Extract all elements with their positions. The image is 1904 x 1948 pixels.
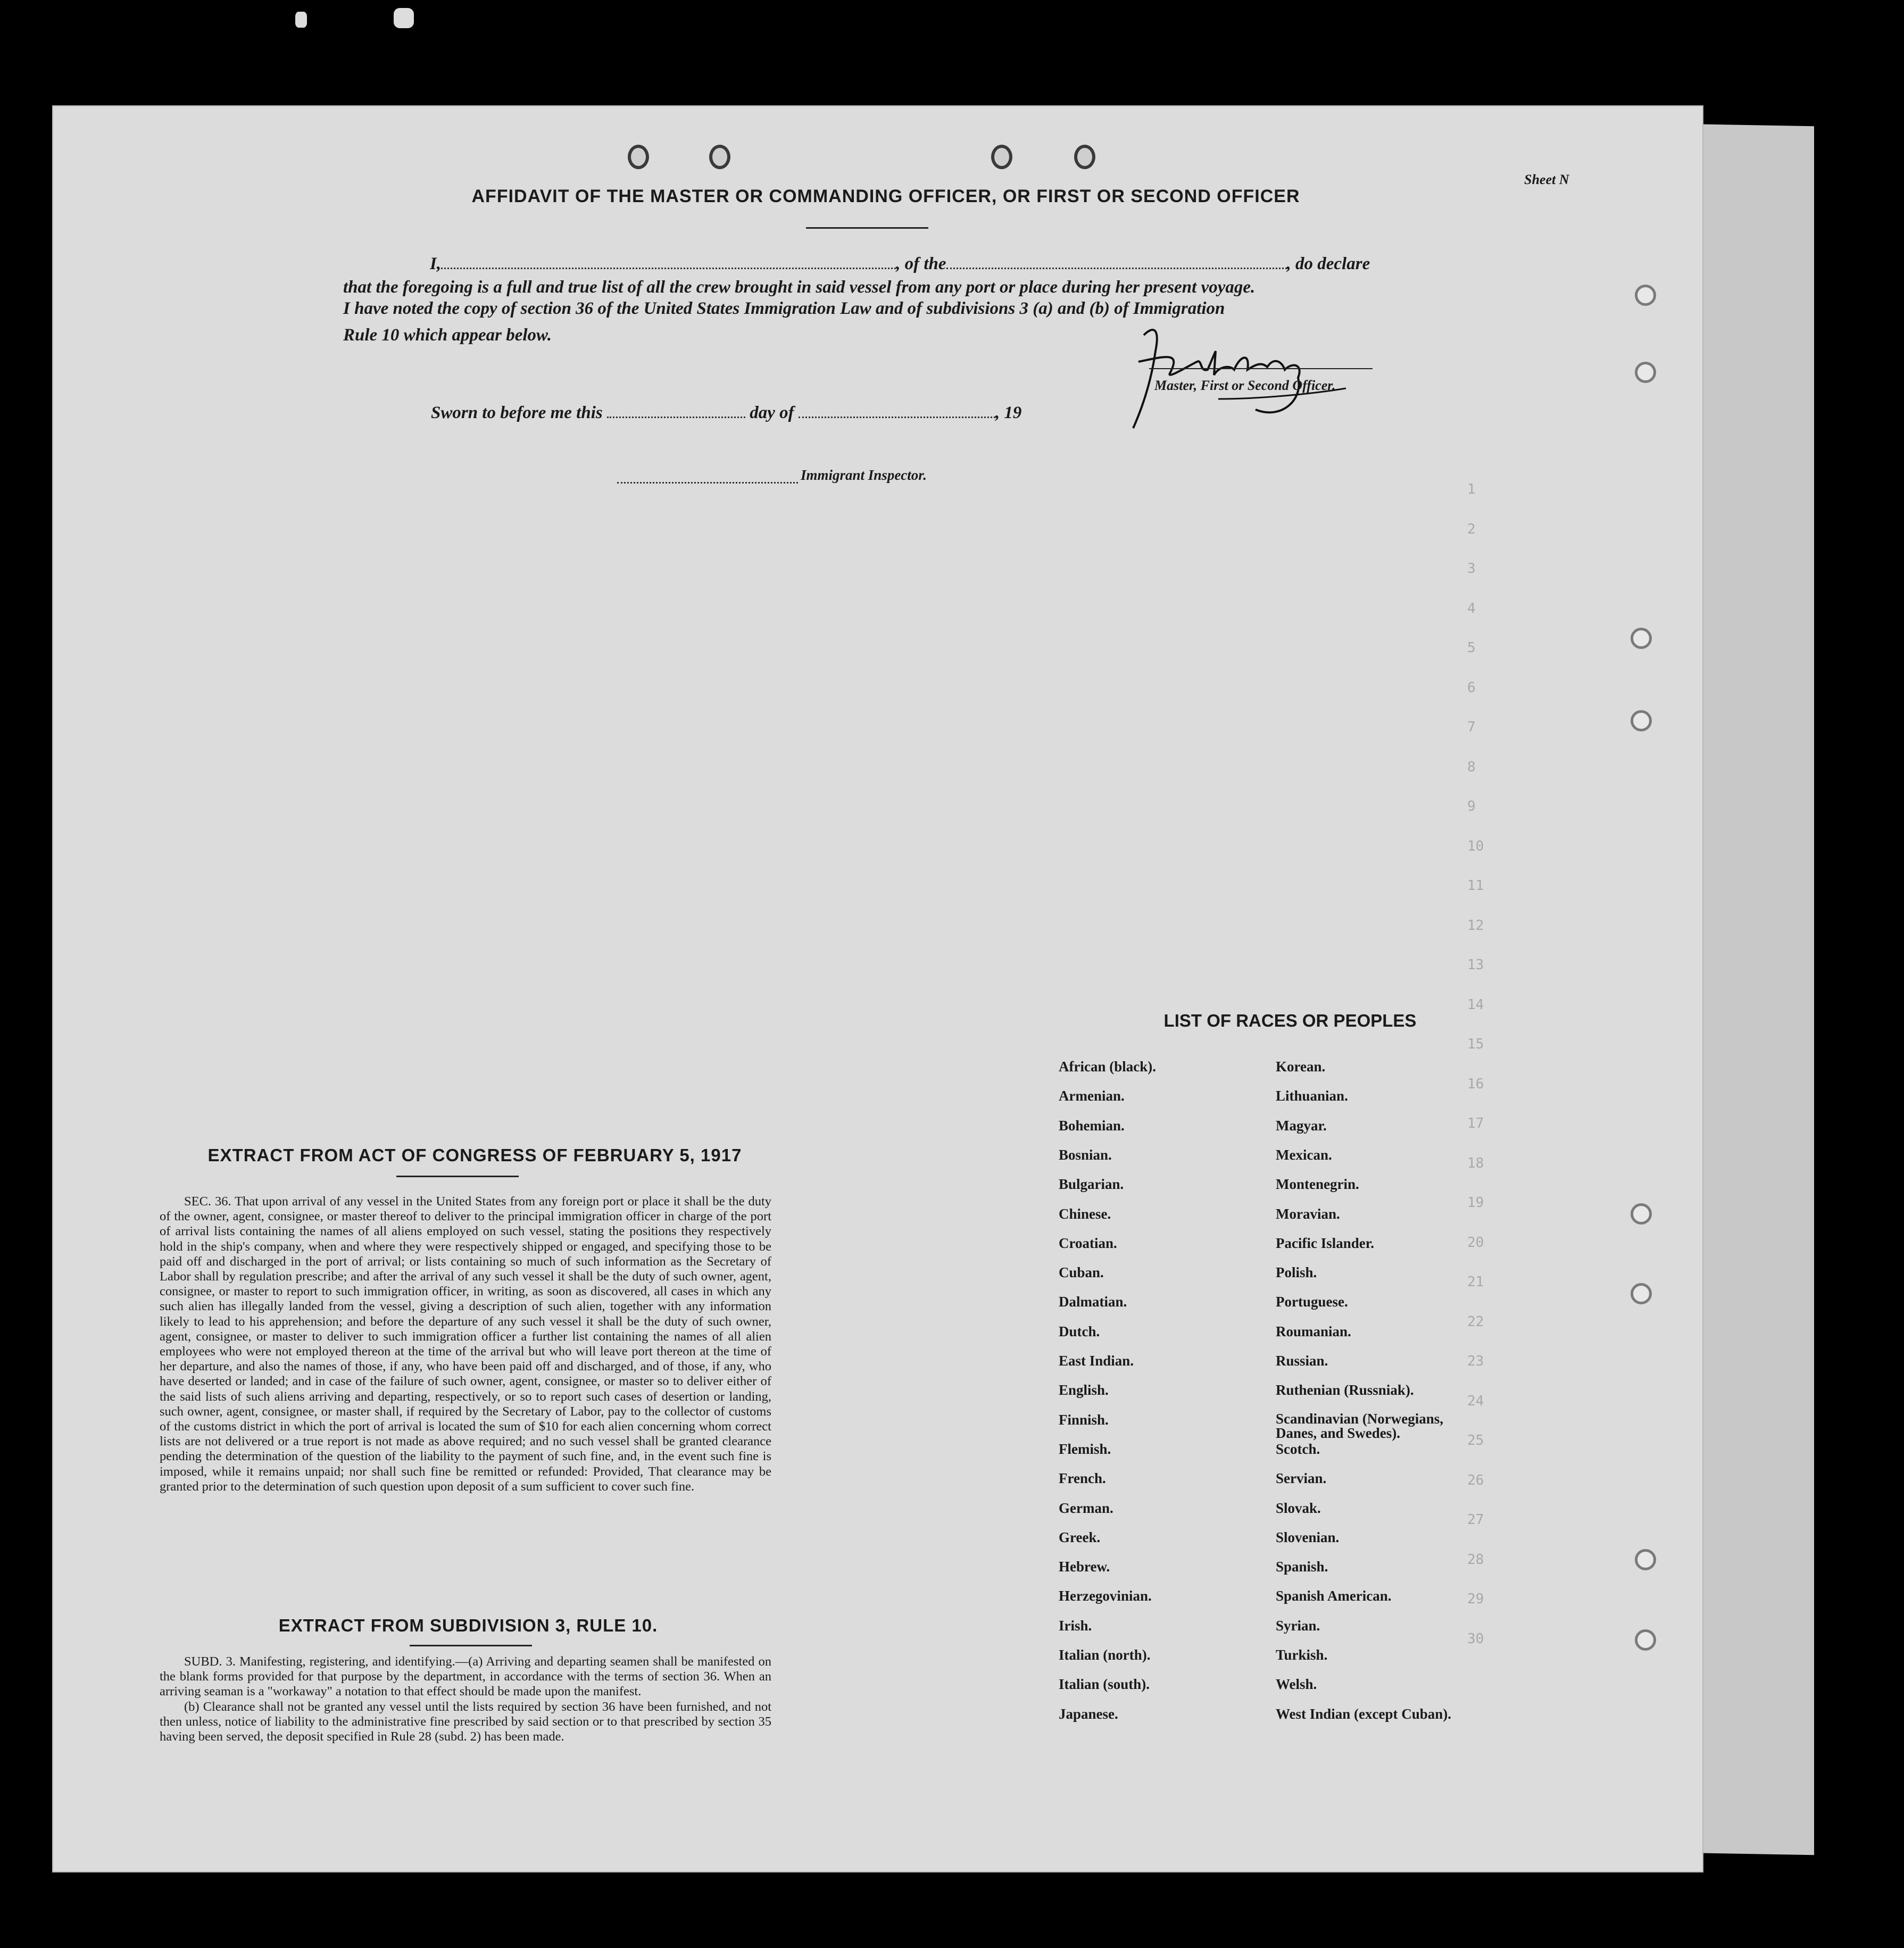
- race-entry: Pacific Islander.: [1276, 1235, 1374, 1251]
- race-entry: Hebrew.: [1059, 1559, 1110, 1575]
- declarant-prefix: I,: [430, 254, 442, 273]
- race-entry: Portuguese.: [1276, 1294, 1348, 1310]
- bleed-through-row-number: 9: [1467, 798, 1476, 814]
- race-entry: Montenegrin.: [1276, 1176, 1359, 1193]
- rule-extract-text: [160, 1654, 771, 1744]
- race-entry: Japanese.: [1059, 1705, 1118, 1722]
- bleed-through-row-number: 15: [1467, 1036, 1484, 1052]
- declarant-name-blank[interactable]: [441, 267, 896, 269]
- bleed-through-row-number: 16: [1467, 1076, 1484, 1092]
- sworn-line: [431, 403, 1021, 423]
- bleed-through-row-number: 27: [1467, 1512, 1484, 1528]
- race-entry: Slovak.: [1276, 1500, 1321, 1516]
- affidavit-line-3: I have noted the copy of section 36 of the United States Immigration Law and of subdivisions 3 (a) and (b) of Immigration: [343, 299, 1225, 318]
- affidavit-line-4: Rule 10 which appear below.: [343, 326, 552, 345]
- bleed-through-row-number: 17: [1467, 1115, 1484, 1131]
- bleed-through-row-number: 28: [1467, 1551, 1484, 1568]
- race-entry: Polish.: [1276, 1264, 1317, 1281]
- race-entry: German.: [1059, 1500, 1113, 1516]
- race-entry: Chinese.: [1059, 1205, 1111, 1222]
- act-extract-title: EXTRACT FROM ACT OF CONGRESS OF FEBRUARY 5, 1917: [207, 1145, 742, 1165]
- affidavit-title: AFFIDAVIT OF THE MASTER OR COMMANDING OFFICER, OR FIRST OR SECOND OFFICER: [471, 186, 1300, 206]
- binder-hole: [1074, 145, 1095, 169]
- race-entry: Russian.: [1276, 1353, 1328, 1369]
- bleed-through-row-number: 4: [1467, 600, 1476, 617]
- scan-speck: [394, 8, 414, 28]
- signature-label: Master, First or Second Officer.: [1154, 378, 1336, 393]
- race-entry: Roumanian.: [1276, 1323, 1351, 1339]
- bleed-through-row-number: 12: [1467, 917, 1484, 934]
- subdivision-b-paragraph: (b) Clearance shall not be granted any vessel until the lists required by section 36 have been furnished, and not then unless, notice of liability to the administrative fine prescribed by said section or to that prescribed by section 35 having been served, the deposit specified in Rule 28 (subd. 2) has been made.: [160, 1699, 771, 1744]
- bleed-through-row-number: 8: [1467, 759, 1476, 775]
- race-entry: Spanish.: [1276, 1559, 1328, 1575]
- race-entry: Turkish.: [1276, 1647, 1328, 1663]
- scan-speck: [295, 12, 307, 28]
- race-entry: Greek.: [1059, 1529, 1101, 1545]
- race-entry: Spanish American.: [1276, 1588, 1392, 1604]
- binder-hole: [628, 145, 649, 169]
- day-of-text: day of: [750, 403, 794, 422]
- race-entry: Servian.: [1276, 1470, 1327, 1487]
- race-entry: West Indian (except Cuban).: [1276, 1705, 1452, 1722]
- binder-hole: [709, 145, 730, 169]
- bleed-through-row-number: 23: [1467, 1353, 1484, 1369]
- rule-extract-title: EXTRACT FROM SUBDIVISION 3, RULE 10.: [278, 1616, 658, 1635]
- race-entry: Cuban.: [1059, 1264, 1104, 1281]
- bleed-through-row-number: 29: [1467, 1591, 1484, 1607]
- binder-hole: [991, 145, 1012, 169]
- race-entry: Syrian.: [1276, 1617, 1320, 1634]
- form-page: [52, 105, 1703, 1872]
- race-entry: Moravian.: [1276, 1205, 1340, 1222]
- bleed-through-row-number: 14: [1467, 996, 1484, 1013]
- race-entry: Welsh.: [1276, 1676, 1317, 1693]
- punch-hole: [1631, 1203, 1652, 1225]
- race-entry: Armenian.: [1059, 1088, 1125, 1104]
- punch-hole: [1635, 285, 1656, 306]
- punch-hole: [1631, 710, 1652, 731]
- race-entry: Slovenian.: [1276, 1529, 1340, 1545]
- race-entry: Herzegovinian.: [1059, 1588, 1152, 1604]
- rule-title-rule: [410, 1645, 532, 1646]
- punch-hole: [1631, 1283, 1652, 1304]
- bleed-through-row-number: 20: [1467, 1234, 1484, 1251]
- section-36-paragraph: SEC. 36. That upon arrival of any vessel in the United States from any foreign port or place it shall be the duty of the owner, agent, consignee, or master thereof to deliver to the principal immigration officer in charge of the port of arrival lists containing the names of all aliens employed on such vessel, stating the positions they respectively hold in the ship's company, when and where they were respectively shipped or engaged, and specifying those to be paid off and discharged in the port of arrival; or lists containing so much of such information as the Secretary of Labor shall by regulation prescribe; and after the arrival of any such vessel it shall be the duty of such owner, agent, consignee, or master to report to such immigration officer, in writing, as soon as discovered, all cases in which any such alien has illegally landed from the vessel, giving a description of such alien, together with any information likely to lead to his apprehension; and before the departure of any such vessel it shall be the duty of such owner, agent, consignee, or master to deliver to such immigration officer a further list containing the names of all alien employees who were not employed thereon at the time of the arrival but who will leave port thereon at the time of her departure, and also the names of those, if any, who have been paid off and discharged, and of those, if any, who have deserted or landed; and in case of the failure of such owner, agent, consignee, or master so to deliver either of the said lists of such aliens arriving and departing, respectively, or so to report such cases of desertion or landing, such owner, agent, consignee, or master shall, if required by the Secretary of Labor, pay to the collector of customs of the customs district in which the port of arrival is located the sum of $10 for each alien concerning whom correct lists are not delivered or a true report is not made as above required; and no such vessel shall be granted clearance pending the determination of the question of the liability to the payment of such fine, and, in the event such fine is imposed, while it remains unpaid; nor shall such fine be remitted or refunded: Provided, That clearance may be granted prior to the determination of such question upon deposit of a sum sufficient to cover such fine.: [160, 1194, 771, 1494]
- act-extract-text: [160, 1194, 771, 1494]
- punch-hole: [1631, 628, 1652, 649]
- race-entry: Croatian.: [1059, 1235, 1117, 1251]
- punch-hole: [1635, 1549, 1656, 1570]
- punch-hole: [1635, 1629, 1656, 1651]
- do-declare-text: , do declare: [1286, 254, 1370, 273]
- race-entry: French.: [1059, 1470, 1106, 1487]
- race-entry: Italian (north).: [1059, 1647, 1151, 1663]
- race-entry: Lithuanian.: [1276, 1088, 1348, 1104]
- title-rule: [806, 227, 928, 229]
- race-entry: Finnish.: [1059, 1411, 1109, 1428]
- bleed-through-row-number: 2: [1467, 521, 1476, 537]
- bleed-through-row-number: 1: [1467, 481, 1476, 497]
- race-entry: Magyar.: [1276, 1117, 1327, 1134]
- race-entry: African (black).: [1059, 1059, 1156, 1075]
- race-entry: Irish.: [1059, 1617, 1092, 1634]
- vessel-name-blank[interactable]: [946, 267, 1287, 269]
- subdivision-a-paragraph: SUBD. 3. Manifesting, registering, and identifying.—(a) Arriving and departing seamen shall be manifested on the blank forms provided for that purpose by the department, in accordance with the terms of section 36. When an arriving seaman is a "workaway" a notation to that effect should be made upon the manifest.: [160, 1654, 771, 1699]
- bleed-through-row-number: 22: [1467, 1313, 1484, 1330]
- inspector-signature-blank[interactable]: [617, 481, 798, 484]
- race-entry: Dalmatian.: [1059, 1294, 1127, 1310]
- affidavit-line-2: that the foregoing is a full and true list of all the crew brought in said vessel from any port or place during her present voyage.: [343, 278, 1256, 297]
- year-prefix-text: , 19: [995, 403, 1022, 422]
- race-entry: Mexican.: [1276, 1146, 1332, 1163]
- bleed-through-row-number: 19: [1467, 1195, 1484, 1211]
- bleed-through-row-number: 26: [1467, 1472, 1484, 1488]
- race-entry: Bulgarian.: [1059, 1176, 1124, 1193]
- bleed-through-row-number: 13: [1467, 957, 1484, 973]
- sworn-day-blank[interactable]: [607, 416, 745, 418]
- race-entry: Ruthenian (Russniak).: [1276, 1382, 1414, 1398]
- race-entry: Dutch.: [1059, 1323, 1100, 1339]
- sworn-text: Sworn to before me this: [431, 403, 603, 422]
- race-entry: English.: [1059, 1382, 1109, 1398]
- race-entry: Scotch.: [1276, 1441, 1320, 1457]
- bleed-through-row-number: 18: [1467, 1155, 1484, 1171]
- race-entry: Italian (south).: [1059, 1676, 1150, 1693]
- race-entry: Bosnian.: [1059, 1146, 1112, 1163]
- bleed-through-row-number: 7: [1467, 719, 1476, 735]
- race-entry: Bohemian.: [1059, 1117, 1125, 1134]
- sworn-month-blank[interactable]: [799, 416, 995, 418]
- race-entry: Scandinavian (Norwegians, Danes, and Swedes).: [1276, 1410, 1444, 1441]
- bleed-through-row-number: 6: [1467, 679, 1476, 696]
- signature-line: [1149, 368, 1373, 369]
- affidavit-line-1: [430, 254, 1370, 274]
- bleed-through-row-number: 21: [1467, 1274, 1484, 1290]
- bleed-through-row-number: 25: [1467, 1433, 1484, 1448]
- bleed-through-row-number: 30: [1467, 1630, 1484, 1647]
- bleed-through-row-number: 11: [1467, 878, 1484, 894]
- race-entry: East Indian.: [1059, 1353, 1134, 1369]
- act-title-rule: [396, 1176, 519, 1177]
- bleed-through-row-number: 24: [1467, 1393, 1484, 1409]
- inspector-label: Immigrant Inspector.: [801, 467, 927, 483]
- bleed-through-row-number: 3: [1467, 561, 1476, 577]
- bleed-through-row-number: 10: [1467, 838, 1484, 854]
- bleed-through-row-number: 5: [1467, 640, 1476, 656]
- race-entry: Flemish.: [1059, 1441, 1111, 1457]
- races-list-title: LIST OF RACES OR PEOPLES: [1163, 1011, 1417, 1030]
- of-the-text: , of the: [896, 254, 946, 273]
- punch-hole: [1635, 362, 1656, 383]
- race-entry: Korean.: [1276, 1059, 1326, 1075]
- sheet-number-label: Sheet N: [1524, 172, 1569, 187]
